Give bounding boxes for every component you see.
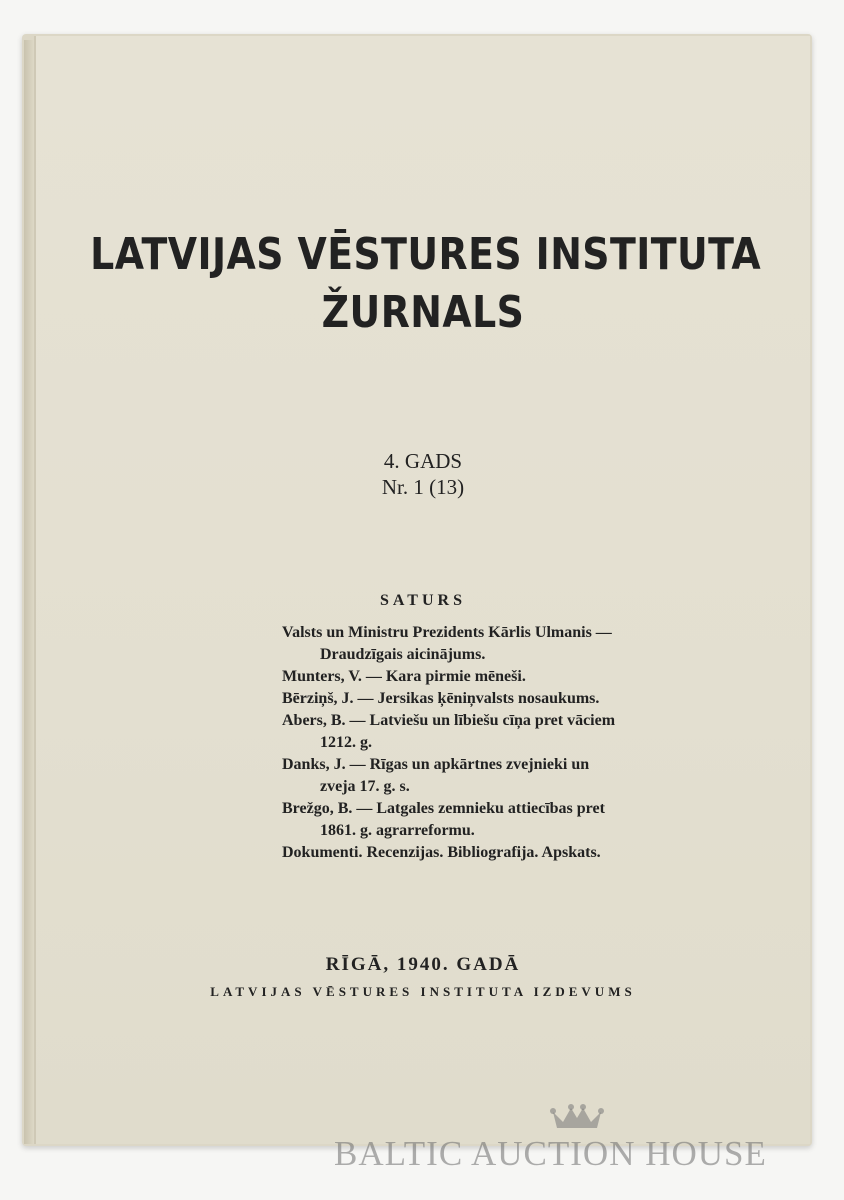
contents-line: Dokumenti. Recenzijas. Bibliografija. Apskats. [282, 844, 601, 861]
book-cover [34, 36, 810, 1144]
contents-line: Danks, J. — Rīgas un apkārtnes zvejnieki un [282, 756, 590, 773]
issue-year: 4. GADS [383, 449, 463, 473]
contents-line: Draudzīgais aicinājums. [320, 646, 486, 663]
contents-line: Valsts un Ministru Prezidents Kārlis Ulmanis — [282, 624, 612, 641]
imprint-place-date: RĪGĀ, 1940. GADĀ [325, 954, 521, 975]
watermark-text: BALTIC AUCTION HOUSE [334, 1134, 767, 1173]
journal-title-line2: ŽURNALS [321, 287, 525, 338]
contents-line: Munters, V. — Kara pirmie mēneši. [282, 668, 526, 685]
contents-line: zveja 17. g. s. [320, 778, 410, 795]
contents-list [282, 622, 642, 864]
crown-icon [549, 1102, 605, 1130]
book-spine [24, 40, 34, 1144]
issue-number: Nr. 1 (13) [381, 475, 465, 499]
journal-title [90, 226, 762, 342]
journal-title-line1: LATVIJAS VĒSTURES INSTITUTA [90, 229, 762, 280]
contents-line: Abers, B. — Latviešu un lībiešu cīņa pret vāciem [282, 712, 616, 729]
contents-line: Brežgo, B. — Latgales zemnieku attiecības pret [282, 800, 605, 817]
imprint-publisher: LATVIJAS VĒSTURES INSTITUTA IZDEVUMS [210, 984, 636, 999]
contents-line: 1212. g. [320, 734, 372, 751]
contents-line: 1861. g. agrarreformu. [320, 822, 475, 839]
contents-heading: SATURS [380, 592, 466, 609]
contents-line: Bērziņš, J. — Jersikas ķēniņvalsts nosaukums. [282, 690, 600, 707]
issue-info [36, 448, 810, 500]
